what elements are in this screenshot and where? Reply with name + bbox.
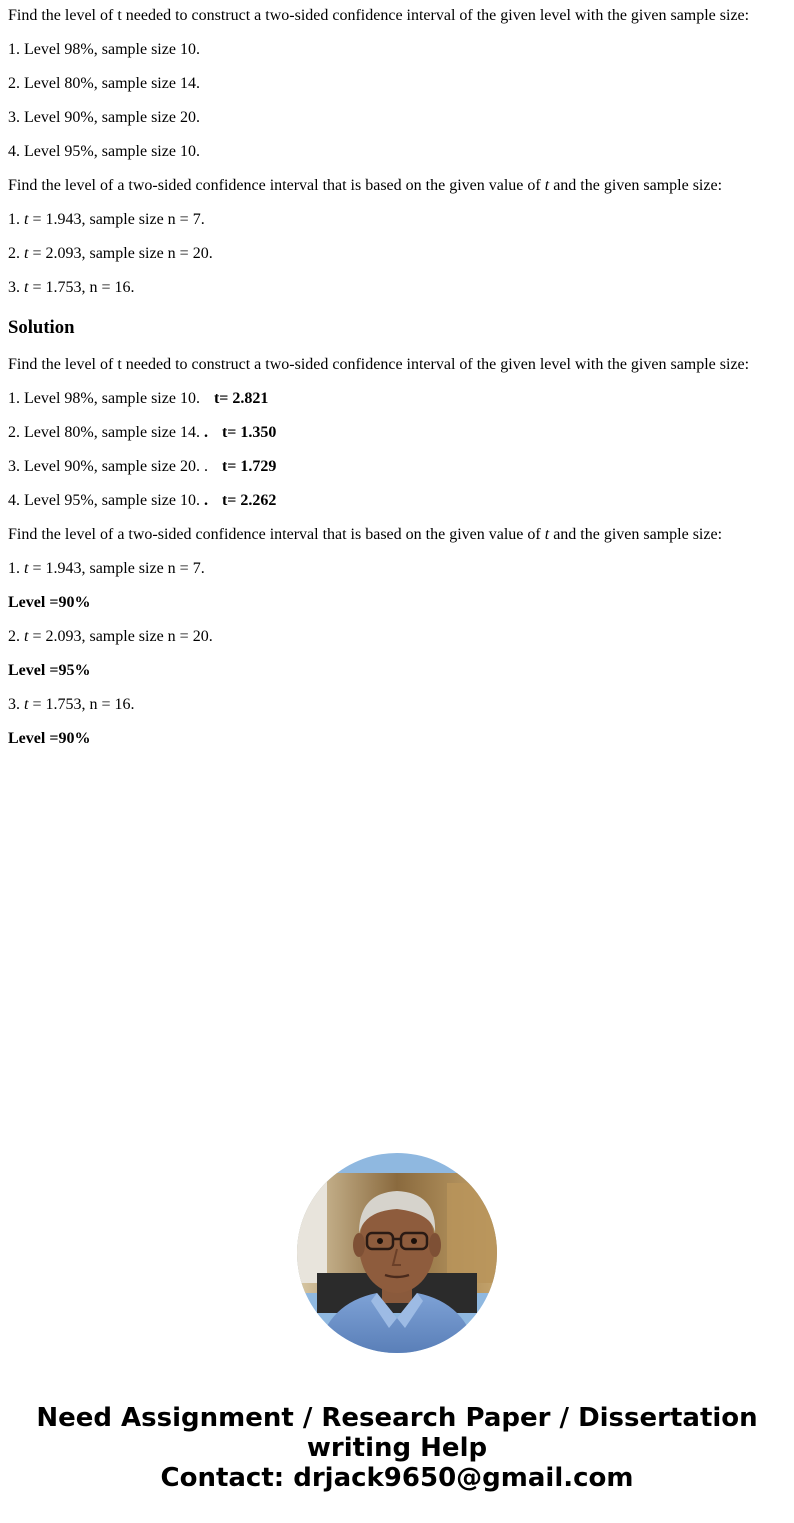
solution-part1-intro: Find the level of t needed to construct a two-sided confidence interval of the given level with the given sample size: — [8, 356, 750, 373]
solution-part2-answer-3: Level =90% — [8, 730, 91, 747]
question-part1-item-1: 1. Level 98%, sample size 10. — [8, 41, 200, 58]
promo-banner — [0, 1403, 794, 1493]
answer-t-value: t= 2.262 — [221, 492, 277, 509]
solution-part1-item-1: 1. Level 98%, sample size 10. t= 2.821 — [8, 390, 269, 407]
question-part1-item-3: 3. Level 90%, sample size 20. — [8, 109, 200, 126]
promo-line-2: writing Help — [306, 1433, 488, 1463]
solution-part2-item-3: 3. t = 1.753, n = 16. — [8, 696, 135, 713]
solution-part2-answer-1: Level =90% — [8, 594, 91, 611]
promo-line-1: Need Assignment / Research Paper / Dissertation — [36, 1403, 758, 1433]
question-part1-item-4: 4. Level 95%, sample size 10. — [8, 143, 200, 160]
solution-part1-item-4: 4. Level 95%, sample size 10. . t= 2.262 — [8, 492, 277, 509]
question-part2-item-3: 3. t = 1.753, n = 16. — [8, 279, 135, 296]
question-part1-intro: Find the level of t needed to construct a two-sided confidence interval of the given level with the given sample size: — [8, 7, 750, 24]
question-part2-item-1: 1. t = 1.943, sample size n = 7. — [8, 211, 205, 228]
solution-part2-item-2: 2. t = 2.093, sample size n = 20. — [8, 628, 213, 645]
question-part1-item-2: 2. Level 80%, sample size 14. — [8, 75, 200, 92]
avatar-portrait-illustration — [297, 1153, 497, 1353]
solution-part1-item-3: 3. Level 90%, sample size 20. . t= 1.729 — [8, 458, 277, 475]
solution-part1-item-2: 2. Level 80%, sample size 14. . t= 1.350 — [8, 424, 277, 441]
solution-part2-item-1: 1. t = 1.943, sample size n = 7. — [8, 560, 205, 577]
solution-part2-intro: Find the level of a two-sided confidence interval that is based on the given value of t and the given sample size: — [8, 526, 723, 543]
answer-t-value: t= 1.350 — [221, 424, 277, 441]
answer-t-value: t= 1.729 — [221, 458, 277, 475]
question-part2-intro: Find the level of a two-sided confidence interval that is based on the given value of t and the given sample size: — [8, 177, 723, 194]
solution-part2-answer-2: Level =95% — [8, 662, 91, 679]
answer-t-value: t= 2.821 — [213, 390, 269, 407]
author-avatar — [297, 1153, 497, 1353]
promo-contact: Contact: drjack9650@gmail.com — [160, 1463, 634, 1493]
solution-heading: Solution — [8, 317, 75, 338]
question-part2-item-2: 2. t = 2.093, sample size n = 20. — [8, 245, 213, 262]
